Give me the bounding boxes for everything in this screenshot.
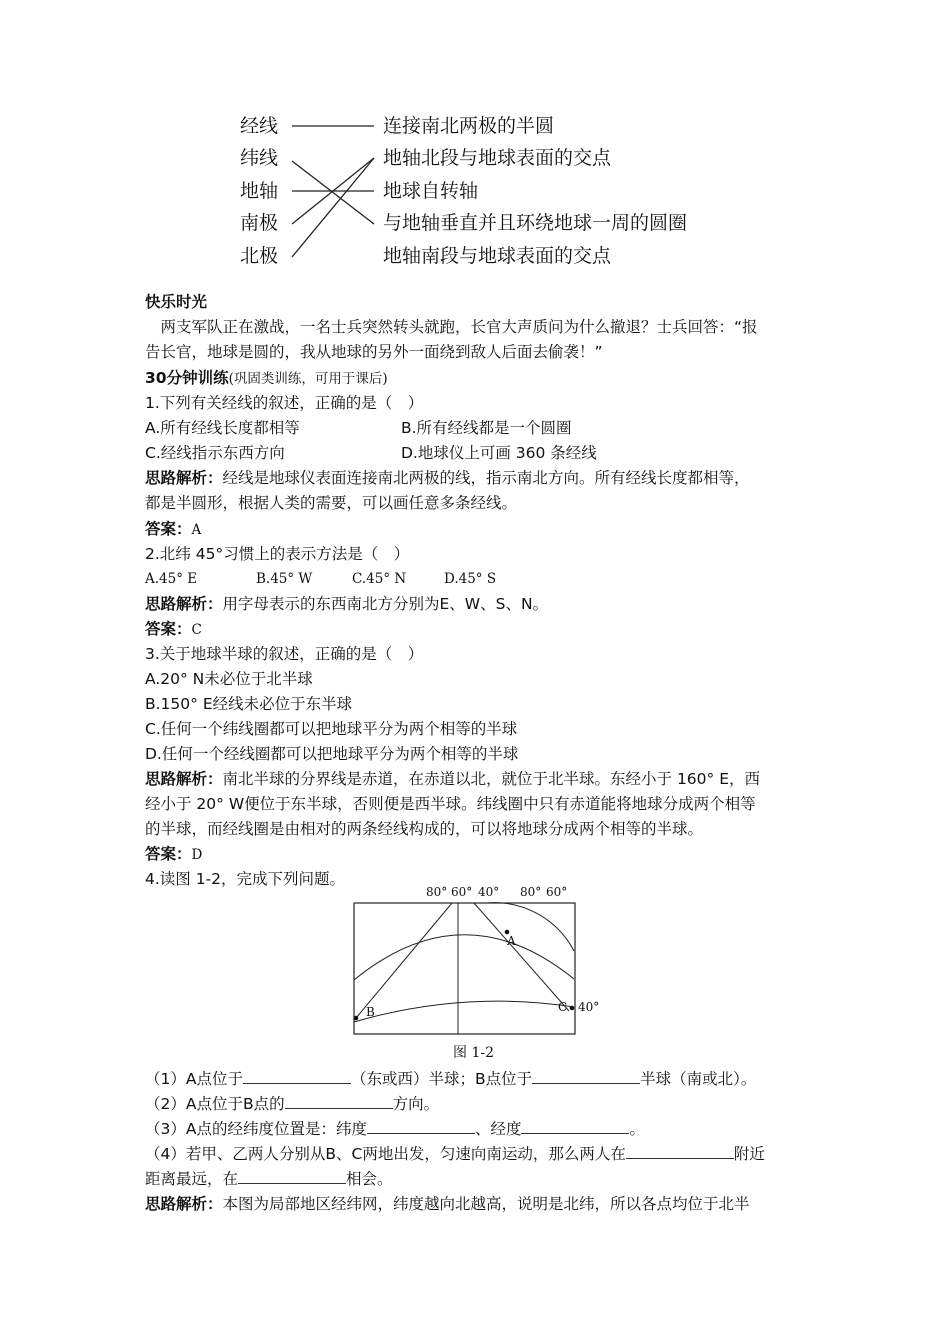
q4-sub2-text-b: 方向。 — [392, 1095, 440, 1113]
q3-option-d: D.任何一个经线圈都可以把地球平分为两个相等的半球 — [145, 745, 519, 763]
match-left-2: 纬线 — [240, 147, 279, 169]
point-c-label: C — [558, 1000, 568, 1014]
q3-option-a: A.20° N未必位于北半球 — [145, 670, 313, 688]
q4-analysis-label: 思路解析： — [145, 1195, 223, 1213]
q4-sub4-text-c: 距离最远，在 — [145, 1170, 239, 1188]
meridian-left — [356, 903, 452, 1018]
q4-sub1 — [145, 1067, 756, 1091]
match-left-3: 地轴 — [240, 180, 279, 202]
meridian-right — [474, 903, 569, 1011]
match-left-1: 经线 — [240, 115, 279, 137]
q4-sub4-cont — [145, 1167, 393, 1191]
q4-analysis — [145, 1192, 750, 1216]
q1-analysis — [145, 466, 750, 490]
q2-answer-value: C — [191, 622, 202, 638]
figure-caption: 图 1-2 — [453, 1045, 494, 1061]
q4-sub1-text-b: （东或西）半球；B点位于 — [350, 1070, 533, 1088]
parallel-arc-outer — [354, 1001, 574, 1022]
q3-analysis-text-3: 的半球，而经线圈是由相对的两条经线构成的，可以将地球分成两个相等的半球。 — [145, 820, 704, 838]
q4-sub3-text-c: 。 — [629, 1120, 645, 1138]
q1-analysis-text-2: 都是半圆形，根据人类的需要，可以画任意多条经线。 — [145, 494, 518, 512]
q4-sub3-blank-2[interactable] — [521, 1117, 629, 1134]
q4-sub1-text-c: 半球（南或北）。 — [640, 1070, 757, 1088]
q3-answer-label: 答案： — [145, 845, 192, 863]
q1-option-d: D.地球仪上可画 360 条经线 — [401, 444, 597, 462]
q1-option-c: C.经线指示东西方向 — [145, 444, 285, 462]
q4-sub4 — [145, 1142, 765, 1166]
q1-answer-value: A — [191, 522, 202, 538]
happy-title: 快乐时光 — [145, 293, 208, 311]
match-line-5 — [292, 158, 374, 257]
match-right-2: 地轴北段与地球表面的交点 — [383, 147, 612, 169]
q4-sub3-text-a: （3）A点的经纬度位置是：纬度 — [145, 1120, 367, 1138]
q1-analysis-label: 思路解析： — [145, 469, 223, 487]
q3-analysis-text-1: 南北半球的分界线是赤道，在赤道以北，就位于北半球。东经小于 160° E，西 — [222, 770, 761, 788]
match-right-4: 与地轴垂直并且环绕地球一周的圆圈 — [383, 212, 688, 234]
q4-sub3-blank-1[interactable] — [367, 1117, 475, 1134]
top-label-40: 40° — [478, 885, 500, 899]
point-c-marker — [570, 1006, 575, 1011]
matching-lines — [0, 0, 950, 280]
match-right-1: 连接南北两极的半圆 — [383, 115, 555, 137]
right-label-40: 40° — [578, 1000, 600, 1014]
q4-sub4-blank-2[interactable] — [238, 1167, 346, 1184]
top-label-80-right: 80° — [520, 885, 542, 899]
q4-sub2 — [145, 1092, 439, 1116]
q3-answer — [145, 842, 202, 867]
match-left-4: 南极 — [240, 212, 279, 234]
q4-analysis-text-1: 本图为局部地区经纬网，纬度越向北越高，说明是北纬，所以各点均位于北半 — [222, 1195, 750, 1213]
match-left-5: 北极 — [240, 245, 279, 267]
match-right-5: 地轴南段与地球表面的交点 — [383, 245, 612, 267]
point-b-marker — [354, 1016, 359, 1021]
parallel-arc-inner — [486, 903, 574, 951]
happy-text-2: 告长官，地球是圆的，我从地球的另外一面绕到敌人后面去偷袭！” — [145, 343, 603, 361]
q3-option-b: B.150° E经线未必位于东半球 — [145, 695, 353, 713]
top-label-60-right: 60° — [546, 885, 568, 899]
point-b-label: B — [366, 1005, 375, 1019]
q3-stem: 3.关于地球半球的叙述，正确的是（ ） — [145, 645, 424, 663]
q2-option-b: B.45° W — [256, 571, 313, 587]
q4-sub2-blank[interactable] — [285, 1092, 393, 1109]
q2-analysis-text-1: 用字母表示的东西南北方分别为E、W、S、N。 — [222, 595, 549, 613]
q1-analysis-text-1: 经线是地球仪表面连接南北两极的线，指示南北方向。所有经线长度都相等， — [222, 469, 750, 487]
q4-sub4-blank-1[interactable] — [626, 1142, 734, 1159]
q2-analysis — [145, 592, 548, 616]
training-subtitle: (巩固类训练，可用于课后) — [228, 371, 388, 387]
q2-option-a: A.45° E — [145, 571, 198, 587]
q3-analysis — [145, 767, 760, 791]
top-label-60-left: 60° — [451, 885, 473, 899]
q1-answer — [145, 517, 201, 542]
q3-analysis-text-2: 经小于 20° W便位于东半球，否则便是西半球。纬线圈中只有赤道能将地球分成两个相等 — [145, 795, 756, 813]
q3-answer-value: D — [191, 847, 203, 863]
q4-sub1-blank-1[interactable] — [243, 1067, 351, 1084]
match-right-3: 地球自转轴 — [383, 180, 479, 202]
q2-stem: 2.北纬 45°习惯上的表示方法是（ ） — [145, 545, 410, 563]
q4-sub1-text-a: （1）A点位于 — [145, 1070, 243, 1088]
q2-analysis-label: 思路解析： — [145, 595, 223, 613]
q3-analysis-label: 思路解析： — [145, 770, 223, 788]
point-a-label: A — [507, 934, 516, 948]
q4-sub2-text-a: （2）A点位于B点的 — [145, 1095, 285, 1113]
q4-sub4-text-d: 相会。 — [346, 1170, 393, 1188]
q2-answer-label: 答案： — [145, 620, 192, 638]
q4-sub3 — [145, 1117, 645, 1141]
training-header — [145, 366, 388, 391]
parallel-arc-middle — [354, 935, 574, 980]
q4-sub4-text-b: 附近 — [733, 1145, 765, 1163]
happy-text-1: 两支军队正在激战，一名士兵突然转头就跑，长官大声质问为什么撤退？士兵回答：“报 — [145, 318, 758, 336]
q4-sub3-text-b: 、经度 — [474, 1120, 522, 1138]
q4-sub1-blank-2[interactable] — [532, 1067, 640, 1084]
q4-sub4-text-a: （4）若甲、乙两人分别从B、C两地出发，匀速向南运动，那么两人在 — [145, 1145, 626, 1163]
q3-option-c: C.任何一个纬线圈都可以把地球平分为两个相等的半球 — [145, 720, 518, 738]
top-label-80-left: 80° — [426, 885, 448, 899]
q1-answer-label: 答案： — [145, 520, 192, 538]
q2-option-d: D.45° S — [444, 571, 497, 587]
q1-option-a: A.所有经线长度都相等 — [145, 419, 300, 437]
q2-option-c: C.45° N — [352, 571, 407, 587]
graticule-map — [350, 900, 610, 1040]
q2-answer — [145, 617, 202, 642]
q1-option-b: B.所有经线都是一个圆圈 — [401, 419, 572, 437]
map-frame — [354, 903, 575, 1034]
q4-stem: 4.读图 1-2，完成下列问题。 — [145, 870, 346, 888]
training-title: 30分钟训练 — [145, 369, 229, 387]
q1-stem: 1.下列有关经线的叙述，正确的是（ ） — [145, 394, 424, 412]
